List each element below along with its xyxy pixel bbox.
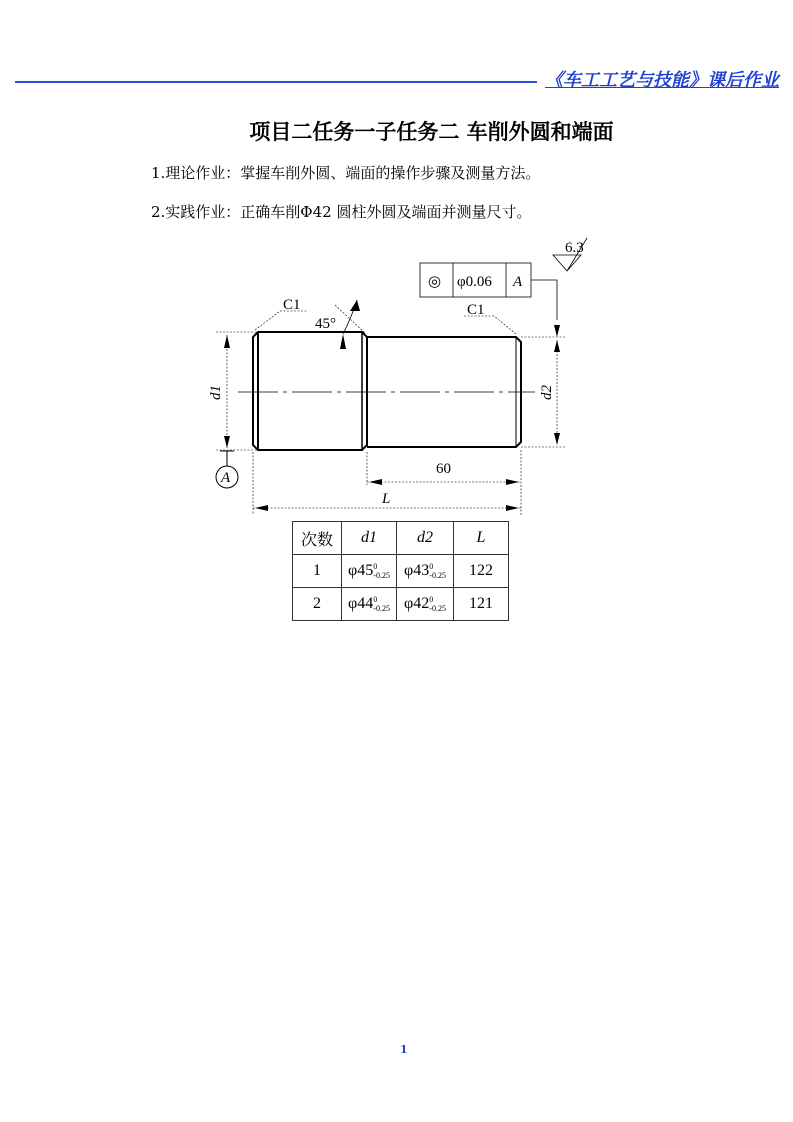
d2-label: d2 bbox=[539, 385, 555, 400]
d2-lower-tol: -0.25 bbox=[429, 604, 446, 614]
task-theory: 1.理论作业：掌握车削外圆、端面的操作步骤及测量方法。 bbox=[151, 164, 541, 182]
header-count: 次数 bbox=[293, 522, 342, 555]
shaft-drawing bbox=[0, 0, 793, 520]
concentricity-symbol: ◎ bbox=[428, 274, 442, 290]
header-d1-text: d1 bbox=[361, 529, 377, 546]
header-d2-text: d2 bbox=[417, 529, 433, 546]
task-practice: 2.实践作业：正确车削Φ42 圆柱外圆及端面并测量尺寸。 bbox=[151, 203, 532, 221]
d1-lower-tol: -0.25 bbox=[373, 571, 390, 581]
d1-upper-tol: 0 bbox=[373, 562, 378, 572]
header-book-title: 《车工工艺与技能》课后作业 bbox=[545, 70, 779, 91]
d2-upper-tol: 0 bbox=[429, 562, 434, 572]
cell-d1 bbox=[342, 555, 397, 588]
roughness-value: 6.3 bbox=[565, 240, 584, 256]
cell-count: 1 bbox=[293, 555, 342, 588]
d1-label: d1 bbox=[208, 385, 224, 400]
cell-l: 122 bbox=[454, 555, 509, 588]
d2-lower-tol: -0.25 bbox=[429, 571, 446, 581]
fcf-datum: A bbox=[513, 274, 523, 290]
page-number: 1 bbox=[400, 1043, 408, 1056]
table-row bbox=[293, 555, 509, 588]
page-title: 项目二任务一子任务二 车削外圆和端面 bbox=[249, 120, 614, 144]
d1-value: φ45 bbox=[348, 561, 374, 579]
d2-upper-tol: 0 bbox=[429, 595, 434, 605]
cell-d2 bbox=[397, 555, 454, 588]
chamfer-left: C1 bbox=[283, 297, 301, 313]
dimension-table bbox=[292, 521, 509, 621]
d2-value: φ42 bbox=[404, 594, 430, 612]
shaft-right-section bbox=[367, 337, 521, 447]
cell-d1 bbox=[342, 588, 397, 621]
cell-l: 121 bbox=[454, 588, 509, 621]
d1-upper-tol: 0 bbox=[373, 595, 378, 605]
shaft-left-section bbox=[253, 332, 367, 450]
dimension-l: L bbox=[382, 491, 391, 507]
chamfer-right: C1 bbox=[467, 302, 485, 318]
datum-label: A bbox=[221, 470, 231, 486]
cell-d2 bbox=[397, 588, 454, 621]
header-l bbox=[454, 522, 509, 555]
header-d2 bbox=[397, 522, 454, 555]
fcf-tolerance: φ0.06 bbox=[457, 274, 492, 290]
d2-value: φ43 bbox=[404, 561, 430, 579]
d1-value: φ44 bbox=[348, 594, 374, 612]
table-row bbox=[293, 588, 509, 621]
dimension-60: 60 bbox=[436, 461, 451, 477]
header-d1 bbox=[342, 522, 397, 555]
d1-lower-tol: -0.25 bbox=[373, 604, 390, 614]
angle-label: 45° bbox=[315, 316, 336, 332]
header-l-text: L bbox=[476, 529, 486, 546]
table-header-row bbox=[293, 522, 509, 555]
cell-count: 2 bbox=[293, 588, 342, 621]
